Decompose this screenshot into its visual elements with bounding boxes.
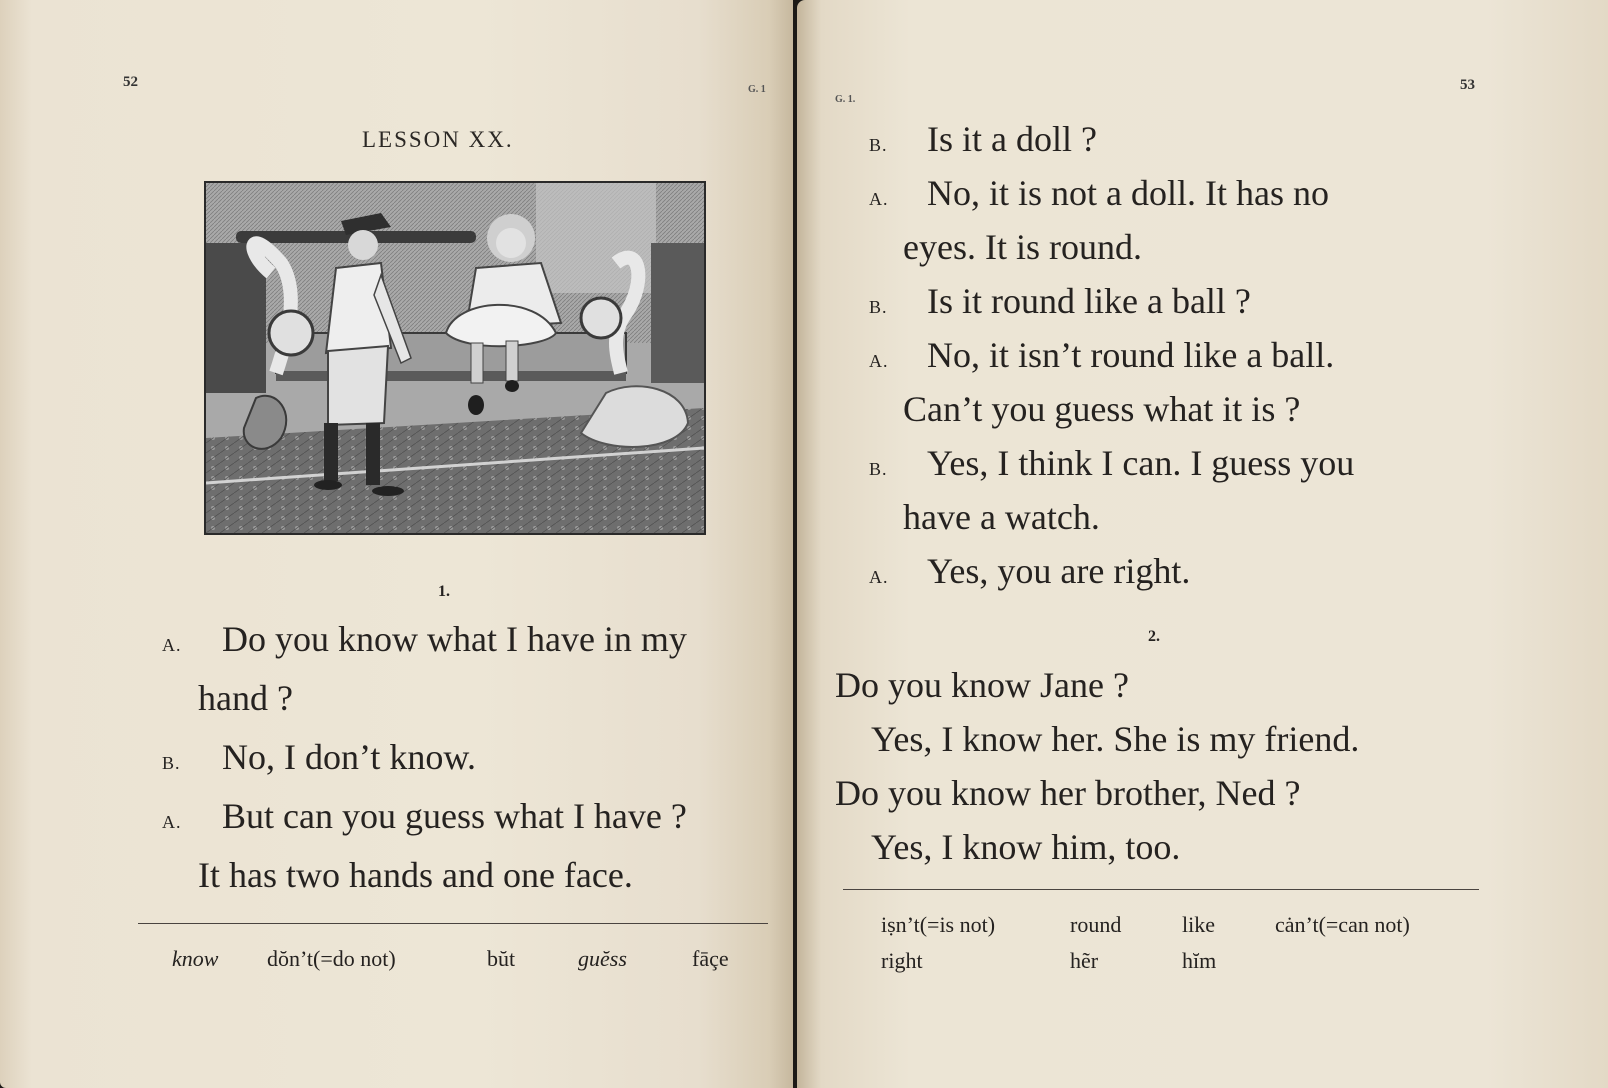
- dialogue-line: [869, 550, 1190, 592]
- dialogue-line: [198, 677, 293, 719]
- divider-rule: [138, 923, 768, 924]
- lesson-illustration: [204, 181, 706, 535]
- signature-mark: G. 1.: [835, 94, 856, 105]
- dialogue-line: [869, 334, 1334, 376]
- dialogue-line: [869, 118, 1097, 160]
- reading-line: Do you know Jane ?: [835, 665, 1129, 705]
- vocab-word: know: [172, 946, 219, 971]
- dialogue-text: eyes. It is round.: [903, 227, 1142, 267]
- dialogue-line: [198, 854, 633, 896]
- vocab-word: fāçe: [692, 946, 729, 971]
- dialogue-line: [162, 618, 687, 660]
- speaker-label: A.: [869, 351, 889, 371]
- speaker-label: B.: [869, 459, 888, 479]
- lesson-title: LESSON XX.: [362, 127, 514, 152]
- reading-line: Yes, I know him, too.: [871, 827, 1181, 867]
- vocab-word: like: [1182, 912, 1215, 937]
- dialogue-text: hand ?: [198, 678, 293, 718]
- vocab-word: cȧn’t(=can not): [1275, 912, 1410, 937]
- speaker-label: A.: [869, 189, 889, 209]
- vocab-word: bŭt: [487, 946, 516, 971]
- divider-rule: [843, 889, 1479, 890]
- dialogue-text: No, I don’t know.: [222, 737, 476, 777]
- dialogue-line: [162, 795, 687, 837]
- dialogue-text: Yes, you are right.: [927, 551, 1191, 591]
- page-number: 53: [1460, 77, 1475, 93]
- dialogue-line: [903, 226, 1142, 268]
- speaker-label: B.: [162, 753, 181, 773]
- speaker-label: B.: [869, 135, 888, 155]
- dialogue-text: It has two hands and one face.: [198, 855, 633, 895]
- speaker-label: A.: [162, 812, 182, 832]
- reading-line: Yes, I know her. She is my friend.: [871, 719, 1360, 759]
- dialogue-text: Can’t you guess what it is ?: [903, 389, 1301, 429]
- speaker-label: A.: [162, 635, 182, 655]
- dialogue-line: [869, 442, 1354, 484]
- dialogue-text: Yes, I think I can. I guess you: [927, 443, 1355, 483]
- dialogue-text: Is it a doll ?: [927, 119, 1097, 159]
- section-number-2: 2.: [1148, 628, 1160, 645]
- vocab-word: dŏn’t(=do not): [267, 946, 396, 971]
- section-number-1: 1.: [438, 583, 450, 600]
- dialogue-text: have a watch.: [903, 497, 1100, 537]
- dialogue-line: [869, 172, 1329, 214]
- dialogue-text: No, it isn’t round like a ball.: [927, 335, 1335, 375]
- illustration-children-on-bench: [206, 183, 704, 533]
- reading-line: Do you know her brother, Ned ?: [835, 773, 1301, 813]
- vocab-word: round: [1070, 912, 1122, 937]
- dialogue-line: [162, 736, 476, 778]
- vocab-word: iṣn’t(=is not): [881, 912, 996, 937]
- dialogue-line: [903, 496, 1100, 538]
- dialogue-line: [903, 388, 1300, 430]
- dialogue-text: No, it is not a doll. It has no: [927, 173, 1329, 213]
- vocab-word: guĕss: [578, 946, 627, 971]
- dialogue-text: Do you know what I have in my: [222, 619, 687, 659]
- vocab-word: hĭm: [1182, 948, 1217, 973]
- signature-mark: G. 1: [748, 84, 766, 95]
- dialogue-line: [869, 280, 1251, 322]
- speaker-label: B.: [869, 297, 888, 317]
- right-page: [797, 0, 1608, 1088]
- dialogue-text: But can you guess what I have ?: [222, 796, 687, 836]
- vocab-word: right: [881, 948, 923, 973]
- vocab-word: hẽr: [1070, 948, 1099, 973]
- dialogue-text: Is it round like a ball ?: [927, 281, 1251, 321]
- left-page: [0, 0, 793, 1088]
- speaker-label: A.: [869, 567, 889, 587]
- page-number: 52: [123, 74, 138, 90]
